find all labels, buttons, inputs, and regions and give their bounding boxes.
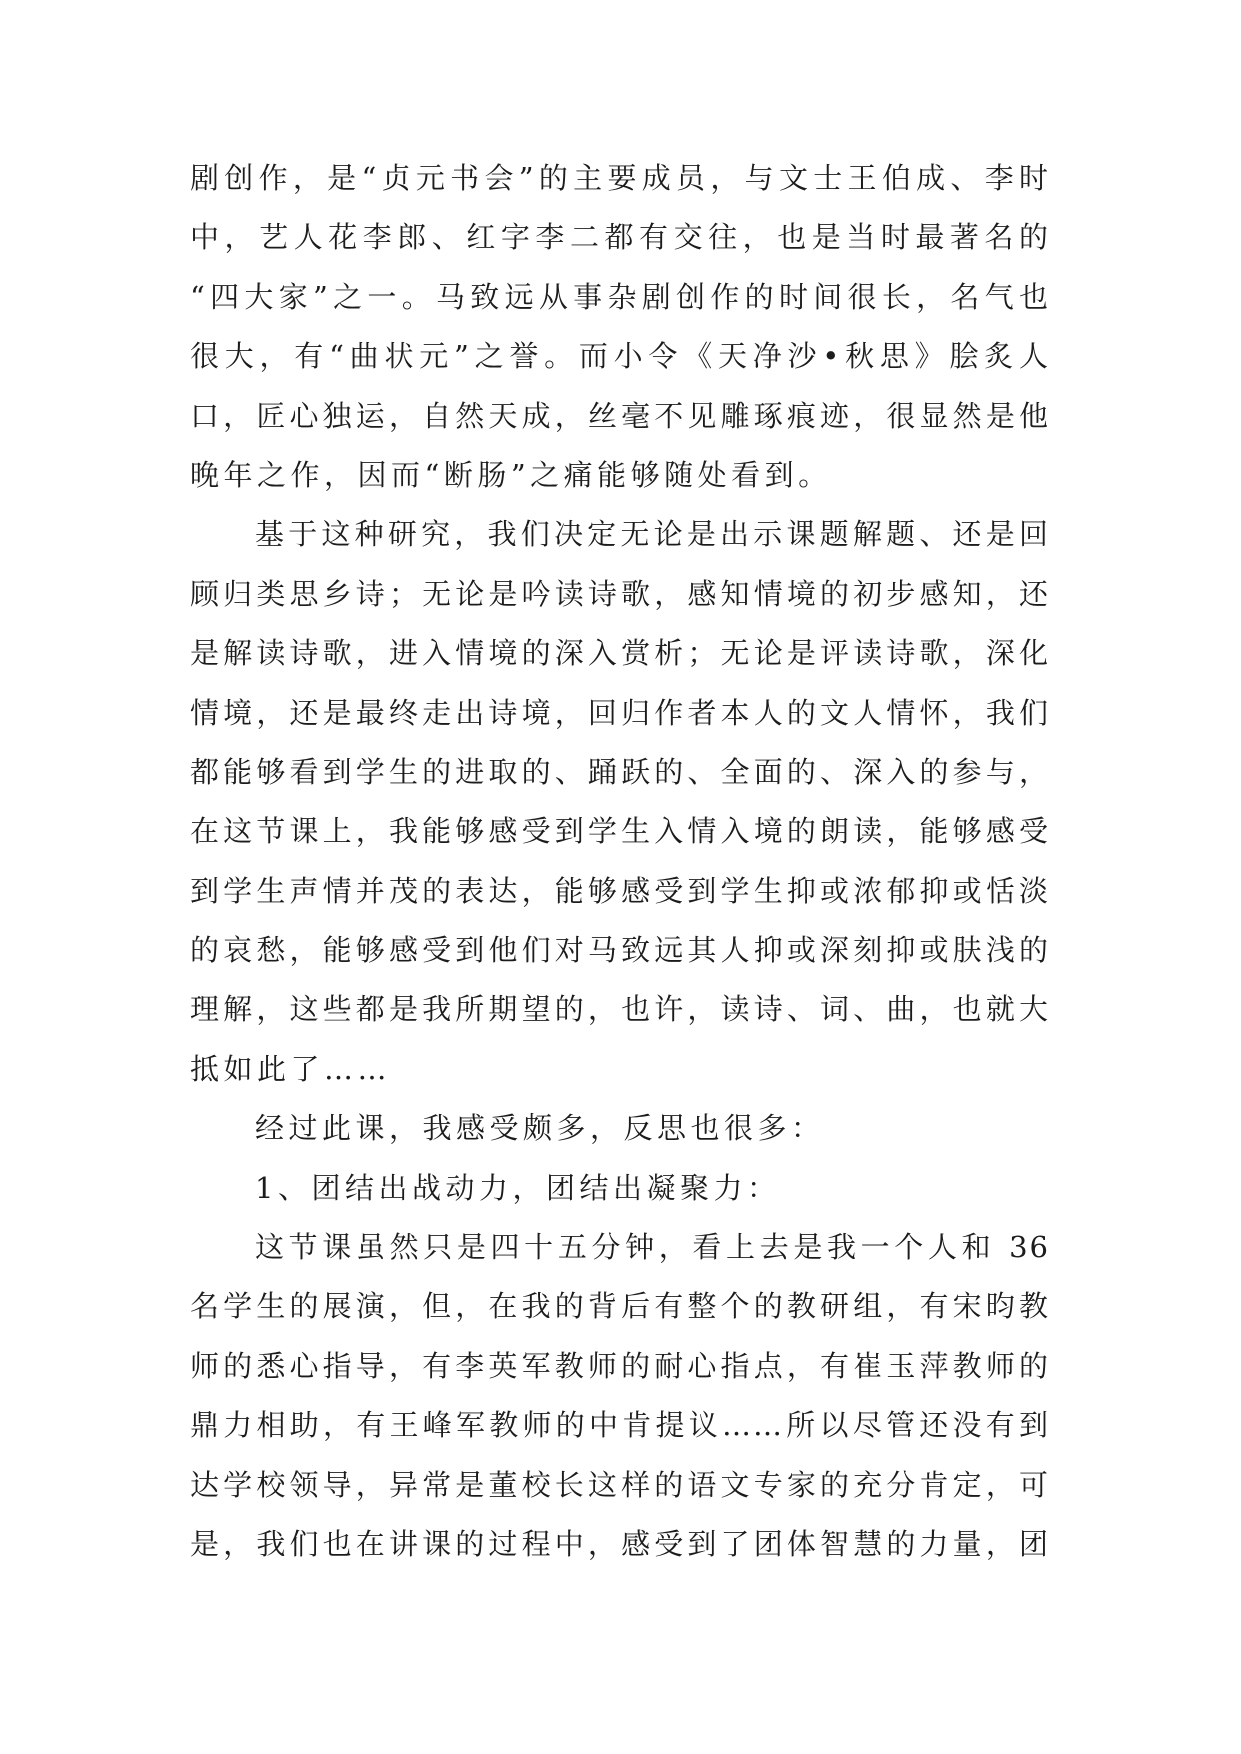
text-line: 的哀愁，能够感受到他们对马致远其人抑或深刻抑或肤浅的 [190, 933, 1050, 968]
paragraph [190, 1218, 1050, 1574]
text-line: 名学生的展演，但，在我的背后有整个的教研组，有宋昀教 [190, 1289, 1050, 1324]
text-line: 经过此课，我感受颇多，反思也很多： [255, 1111, 825, 1146]
text-line: 是，我们也在讲课的过程中，感受到了团体智慧的力量，团 [190, 1526, 1050, 1561]
text-line: 很大，有“曲状元”之誉。而小令《天净沙•秋思》脍炙人 [190, 339, 1050, 374]
text-line: 都能够看到学生的进取的、踊跃的、全面的、深入的参与， [190, 754, 1050, 789]
text-line: 基于这种研究，我们决定无论是出示课题解题、还是回 [255, 517, 1050, 552]
text-line: 抵如此了…… [190, 1051, 392, 1086]
text-line: 到学生声情并茂的表达，能够感受到学生抑或浓郁抑或恬淡 [190, 873, 1050, 908]
text-line: 中，艺人花李郎、红字李二都有交往，也是当时最著名的 [190, 220, 1050, 255]
text-line: 口，匠心独运，自然天成，丝毫不见雕琢痕迹，很显然是他 [190, 398, 1050, 433]
text-line: 顾归类思乡诗；无论是吟读诗歌，感知情境的初步感知，还 [190, 576, 1050, 611]
text-line: 这节课虽然只是四十五分钟，看上去是我一个人和 36 [255, 1230, 1050, 1265]
section-heading [190, 1159, 1050, 1218]
text-line: 晚年之作，因而“断肠”之痛能够随处看到。 [190, 457, 832, 492]
text-line: “四大家”之一。马致远从事杂剧创作的时间很长，名气也 [190, 279, 1050, 314]
text-line: 1、团结出战动力，团结出凝聚力： [255, 1170, 781, 1205]
text-line: 在这节课上，我能够感受到学生入情入境的朗读，能够感受 [190, 814, 1050, 849]
text-line: 是解读诗歌，进入情境的深入赏析；无论是评读诗歌，深化 [190, 636, 1050, 671]
paragraph [190, 149, 1050, 505]
text-line: 理解，这些都是我所期望的，也许，读诗、词、曲，也就大 [190, 992, 1050, 1027]
text-line: 达学校领导，异常是董校长这样的语文专家的充分肯定，可 [190, 1467, 1050, 1502]
text-line: 鼎力相助，有王峰军教师的中肯提议……所以尽管还没有到 [190, 1408, 1050, 1443]
paragraph [190, 505, 1050, 1099]
text-line: 剧创作，是“贞元书会”的主要成员，与文士王伯成、李时 [190, 161, 1050, 195]
document-page [190, 149, 1050, 1574]
paragraph [190, 1099, 1050, 1158]
text-line: 情境，还是最终走出诗境，回归作者本人的文人情怀，我们 [190, 695, 1050, 730]
text-line: 师的悉心指导，有李英军教师的耐心指点，有崔玉萍教师的 [190, 1348, 1050, 1383]
